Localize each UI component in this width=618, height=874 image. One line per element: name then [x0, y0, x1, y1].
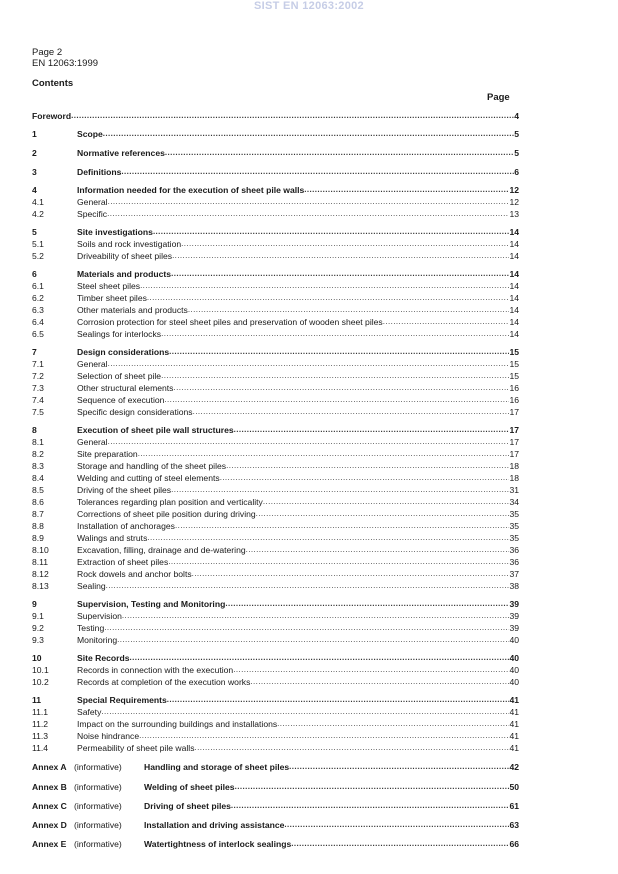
toc-entry-page: 34	[509, 497, 519, 507]
toc-entry-page: 12	[509, 185, 519, 195]
toc-entry[interactable]	[32, 610, 519, 622]
dot-leader	[181, 238, 509, 250]
dot-leader	[220, 472, 510, 484]
toc-entry-number: 6.4	[32, 317, 44, 327]
toc-entry-number: 10	[32, 653, 42, 663]
annex-page: 50	[509, 782, 519, 792]
toc-entry-page: 36	[509, 545, 519, 555]
toc-entry-title: Corrections of sheet pile position during driving	[77, 509, 256, 519]
toc-entry-number: 9	[32, 599, 37, 609]
toc-entry-number: 8.9	[32, 533, 44, 543]
toc-entry-page: 41	[509, 695, 519, 705]
dot-leader	[225, 598, 509, 610]
dot-leader	[103, 128, 514, 140]
toc-entry-page: 12	[509, 197, 519, 207]
toc-entry-page: 31	[509, 485, 519, 495]
toc-entry-number: 9.1	[32, 611, 44, 621]
toc-entry-page: 17	[509, 449, 519, 459]
dot-leader	[250, 676, 509, 688]
toc-entry[interactable]	[32, 676, 519, 688]
dot-leader	[107, 208, 509, 220]
toc-entry-title: Normative references	[77, 148, 165, 158]
toc-entry[interactable]	[32, 250, 519, 262]
dot-leader	[106, 580, 510, 592]
dot-leader	[188, 304, 510, 316]
toc-entry[interactable]	[32, 694, 519, 706]
toc-entry-number: 2	[32, 148, 37, 158]
toc-entry-page: 41	[509, 707, 519, 717]
toc-entry-page: 14	[509, 305, 519, 315]
annex-label: Annex B	[32, 782, 67, 792]
toc-entry-title: Welding and cutting of steel elements	[77, 473, 220, 483]
annex-title: Driving of sheet piles	[144, 801, 231, 811]
toc-entry-page: 14	[509, 329, 519, 339]
dot-leader	[108, 436, 510, 448]
toc-entry-page: 41	[509, 731, 519, 741]
dot-leader	[169, 346, 509, 358]
dot-leader	[277, 718, 509, 730]
toc-entry-number: 5	[32, 227, 37, 237]
toc-entry[interactable]	[32, 184, 519, 196]
toc-entry-number: 8	[32, 425, 37, 435]
toc-entry-title: Driving of the sheet piles	[77, 485, 172, 495]
dot-leader	[289, 761, 509, 773]
toc-entry[interactable]	[32, 520, 519, 532]
annex-type: (informative)	[74, 839, 122, 849]
toc-entry[interactable]	[32, 196, 519, 208]
dot-leader	[147, 292, 510, 304]
toc-entry-title: Sealing	[77, 581, 106, 591]
toc-entry[interactable]	[32, 718, 519, 730]
toc-entry-number: 8.2	[32, 449, 44, 459]
dot-leader	[121, 166, 514, 178]
dot-leader	[108, 196, 510, 208]
toc-entry-number: 8.10	[32, 545, 49, 555]
dot-leader	[168, 556, 509, 568]
page-number: Page 2	[32, 47, 63, 58]
toc-entry-number: 6.3	[32, 305, 44, 315]
annex-type: (informative)	[74, 820, 122, 830]
toc-entry-number: 10.2	[32, 677, 49, 687]
toc-entry[interactable]	[32, 508, 519, 520]
toc-entry-number: 7.2	[32, 371, 44, 381]
toc-entry-page: 39	[509, 599, 519, 609]
dot-leader	[122, 610, 510, 622]
annex-page: 42	[509, 762, 519, 772]
toc-entry-page: 18	[509, 473, 519, 483]
toc-entry[interactable]	[32, 304, 519, 316]
toc-entry-number: 11.2	[32, 719, 49, 729]
toc-entry-page: 18	[509, 461, 519, 471]
toc-entry-page: 40	[509, 653, 519, 663]
toc-entry-title: Timber sheet piles	[77, 293, 147, 303]
toc-entry-page: 35	[509, 509, 519, 519]
toc-entry-page: 5	[514, 129, 519, 139]
toc-annex-entry[interactable]	[32, 819, 519, 831]
toc-entry[interactable]	[32, 292, 519, 304]
dot-leader	[108, 358, 510, 370]
annex-label: Annex A	[32, 762, 67, 772]
toc-entry[interactable]	[32, 394, 519, 406]
toc-entry-title: Other materials and products	[77, 305, 188, 315]
toc-entry-number: 11.4	[32, 743, 49, 753]
toc-entry-number: 7.3	[32, 383, 44, 393]
toc-entry-page: 17	[509, 425, 519, 435]
toc-entry-number: 7.5	[32, 407, 44, 417]
toc-entry-page: 16	[509, 383, 519, 393]
toc-entry-title: Steel sheet piles	[77, 281, 141, 291]
toc-entry-number: 4	[32, 185, 37, 195]
dot-leader	[233, 664, 509, 676]
toc-entry-page: 14	[509, 227, 519, 237]
dot-leader	[195, 742, 510, 754]
dot-leader	[256, 508, 510, 520]
annex-title: Welding of sheet piles	[144, 782, 235, 792]
toc-entry-page: 41	[509, 719, 519, 729]
watermark: SIST EN 12063:2002	[254, 0, 364, 12]
annex-label: Annex C	[32, 801, 67, 811]
toc-entry-number: 8.1	[32, 437, 44, 447]
annex-page: 63	[509, 820, 519, 830]
dot-leader	[139, 730, 509, 742]
toc-entry-page: 17	[509, 407, 519, 417]
toc-entry[interactable]	[32, 568, 519, 580]
dot-leader	[234, 424, 510, 436]
toc-entry-number: 11	[32, 695, 42, 705]
toc-entry[interactable]	[32, 484, 519, 496]
toc-entry-title: Information needed for the execution of sheet pile walls	[77, 185, 305, 195]
dot-leader	[167, 694, 510, 706]
toc-entry-title: Soils and rock investigation	[77, 239, 182, 249]
dot-leader	[71, 110, 514, 122]
toc-entry[interactable]	[32, 268, 519, 280]
dot-leader	[192, 568, 510, 580]
toc-entry[interactable]	[32, 328, 519, 340]
toc-entry[interactable]	[32, 496, 519, 508]
toc-entry-number: 9.3	[32, 635, 44, 645]
toc-entry[interactable]	[32, 742, 519, 754]
dot-leader	[117, 634, 509, 646]
toc-entry-number: 3	[32, 167, 37, 177]
toc-entry-page: 15	[509, 359, 519, 369]
toc-entry-title: Safety	[77, 707, 102, 717]
toc-entry-page: 16	[509, 395, 519, 405]
toc-entry-number: 8.4	[32, 473, 44, 483]
toc-entry-number: 6	[32, 269, 37, 279]
toc-entry-title: Selection of sheet pile	[77, 371, 162, 381]
toc-entry[interactable]	[32, 346, 519, 358]
toc-entry-title: Driveability of sheet piles	[77, 251, 173, 261]
toc-entry[interactable]	[32, 280, 519, 292]
toc-entry-page: 14	[509, 317, 519, 327]
dot-leader	[263, 496, 510, 508]
toc-entry[interactable]	[32, 730, 519, 742]
toc-entry-title: Sealings for interlocks	[77, 329, 162, 339]
toc-entry[interactable]	[32, 382, 519, 394]
toc-entry-title: Storage and handling of the sheet piles	[77, 461, 227, 471]
toc-entry-title: Materials and products	[77, 269, 172, 279]
toc-entry[interactable]	[32, 664, 519, 676]
toc-entry-title: Tolerances regarding plan position and verticality	[77, 497, 263, 507]
toc-entry-page: 37	[509, 569, 519, 579]
toc-entry[interactable]	[32, 460, 519, 472]
dot-leader	[165, 147, 514, 159]
toc-entry-title: Design considerations	[77, 347, 170, 357]
dot-leader	[171, 268, 509, 280]
toc-entry-number: 7.1	[32, 359, 44, 369]
toc-entry-title: Definitions	[77, 167, 122, 177]
toc-entry[interactable]	[32, 358, 519, 370]
toc-entry-number: 6.5	[32, 329, 44, 339]
toc-entry-page: 40	[509, 635, 519, 645]
toc-entry-number: 8.13	[32, 581, 49, 591]
toc-entry[interactable]	[32, 166, 519, 178]
toc-entry-page: 17	[509, 437, 519, 447]
toc-annex-entry[interactable]	[32, 838, 519, 850]
toc-entry-number: 11.3	[32, 731, 49, 741]
toc-entry[interactable]	[32, 556, 519, 568]
toc-entry-title: Corrosion protection for steel sheet piles and preservation of wooden sheet piles	[77, 317, 383, 327]
toc-entry[interactable]	[32, 544, 519, 556]
toc-entry[interactable]	[32, 208, 519, 220]
toc-entry-page: 6	[514, 167, 519, 177]
dot-leader	[284, 819, 509, 831]
toc-entry[interactable]	[32, 110, 519, 122]
toc-entry-page: 39	[509, 623, 519, 633]
toc-entry-title: Records at completion of the execution works	[77, 677, 251, 687]
toc-entry-number: 6.2	[32, 293, 44, 303]
toc-entry[interactable]	[32, 238, 519, 250]
toc-entry-title: Testing	[77, 623, 105, 633]
toc-entry-page: 39	[509, 611, 519, 621]
toc-entry[interactable]	[32, 532, 519, 544]
annex-type: (informative)	[74, 801, 122, 811]
toc-entry-title: Site Records	[77, 653, 130, 663]
toc-entry-number: 11.1	[32, 707, 49, 717]
toc-entry[interactable]	[32, 706, 519, 718]
toc-entry[interactable]	[32, 622, 519, 634]
annex-label: Annex E	[32, 839, 67, 849]
toc-entry-number: 9.2	[32, 623, 44, 633]
dot-leader	[138, 448, 510, 460]
toc-entry[interactable]	[32, 472, 519, 484]
toc-entry-title: Site investigations	[77, 227, 153, 237]
toc-entry-title: Impact on the surrounding buildings and installations	[77, 719, 278, 729]
toc-entry-title: Permeability of sheet pile walls	[77, 743, 195, 753]
toc-entry-page: 14	[509, 281, 519, 291]
toc-entry-title: Site preparation	[77, 449, 138, 459]
toc-entry-number: 4.2	[32, 209, 44, 219]
toc-entry[interactable]	[32, 634, 519, 646]
toc-entry-title: General	[77, 197, 108, 207]
toc-entry-title: General	[77, 437, 108, 447]
toc-entry[interactable]	[32, 370, 519, 382]
toc-entry-number: 7	[32, 347, 37, 357]
toc-entry[interactable]	[32, 436, 519, 448]
dot-leader	[231, 800, 510, 812]
toc-entry-title: Sequence of execution	[77, 395, 165, 405]
toc-entry-page: 14	[509, 269, 519, 279]
toc-entry-title: Supervision, Testing and Monitoring	[77, 599, 226, 609]
dot-leader	[153, 226, 510, 238]
toc-entry[interactable]	[32, 406, 519, 418]
toc-entry[interactable]	[32, 147, 519, 159]
toc-entry-page: 13	[509, 209, 519, 219]
toc-entry[interactable]	[32, 226, 519, 238]
dot-leader	[140, 280, 509, 292]
toc-entry-page: 35	[509, 521, 519, 531]
dot-leader	[101, 706, 509, 718]
toc-annex-entry[interactable]	[32, 781, 519, 793]
toc-entry[interactable]	[32, 448, 519, 460]
dot-leader	[161, 370, 509, 382]
toc-entry-number: 8.7	[32, 509, 44, 519]
toc-entry-title: Foreword	[32, 111, 72, 121]
toc-entry-title: Scope	[77, 129, 103, 139]
toc-entry-title: Monitoring	[77, 635, 118, 645]
annex-label: Annex D	[32, 820, 67, 830]
toc-entry-number: 8.5	[32, 485, 44, 495]
dot-leader	[147, 532, 509, 544]
toc-entry-page: 15	[509, 371, 519, 381]
toc-entry-page: 5	[514, 148, 519, 158]
dot-leader	[193, 406, 510, 418]
dot-leader	[161, 328, 509, 340]
dot-leader	[172, 250, 509, 262]
toc-entry-page: 38	[509, 581, 519, 591]
dot-leader	[175, 520, 509, 532]
toc-entry-title: Extraction of sheet piles	[77, 557, 169, 567]
toc-entry-page: 14	[509, 251, 519, 261]
toc-entry-number: 4.1	[32, 197, 44, 207]
toc-annex-entry[interactable]	[32, 761, 519, 773]
toc-entry[interactable]	[32, 580, 519, 592]
dot-leader	[130, 652, 510, 664]
toc-entry-page: 14	[509, 239, 519, 249]
annex-title: Installation and driving assistance	[144, 820, 285, 830]
standard-number: EN 12063:1999	[32, 58, 99, 69]
toc-entry-number: 8.6	[32, 497, 44, 507]
toc-entry-page: 40	[509, 677, 519, 687]
dot-leader	[104, 622, 509, 634]
annex-page: 66	[509, 839, 519, 849]
toc-entry-page: 15	[509, 347, 519, 357]
toc-entry-number: 10.1	[32, 665, 49, 675]
toc-entry-title: Records in connection with the execution	[77, 665, 234, 675]
annex-type: (informative)	[74, 762, 122, 772]
toc-entry[interactable]	[32, 652, 519, 664]
toc-entry[interactable]	[32, 598, 519, 610]
toc-entry-title: Excavation, filling, drainage and de-watering	[77, 545, 246, 555]
annex-page: 61	[509, 801, 519, 811]
toc-entry-number: 5.1	[32, 239, 44, 249]
dot-leader	[246, 544, 510, 556]
dot-leader	[171, 484, 509, 496]
toc-entry-number: 8.12	[32, 569, 49, 579]
toc-entry-number: 8.8	[32, 521, 44, 531]
page-column-label: Page	[487, 92, 510, 103]
toc-entry-title: Rock dowels and anchor bolts	[77, 569, 192, 579]
toc-entry-title: Installation of anchorages	[77, 521, 175, 531]
toc-entry-number: 6.1	[32, 281, 44, 291]
toc-entry-page: 4	[514, 111, 519, 121]
toc-entry-number: 8.11	[32, 557, 49, 567]
toc-entry-page: 41	[509, 743, 519, 753]
toc-entry-title: Special Requirements	[77, 695, 167, 705]
annex-title: Watertightness of interlock sealings	[144, 839, 292, 849]
toc-entry-page: 40	[509, 665, 519, 675]
toc-entry-title: Specific	[77, 209, 108, 219]
toc-entry-page: 36	[509, 557, 519, 567]
contents-heading: Contents	[32, 78, 74, 89]
dot-leader	[383, 316, 510, 328]
toc-annex-entry[interactable]	[32, 800, 519, 812]
dot-leader	[164, 394, 509, 406]
dot-leader	[226, 460, 509, 472]
toc-entry-page: 35	[509, 533, 519, 543]
toc-entry-page: 14	[509, 293, 519, 303]
toc-entry-title: Walings and struts	[77, 533, 148, 543]
toc-entry-number: 8.3	[32, 461, 44, 471]
toc-entry-title: Execution of sheet pile wall structures	[77, 425, 234, 435]
dot-leader	[173, 382, 509, 394]
toc-entry-title: General	[77, 359, 108, 369]
annex-type: (informative)	[74, 782, 122, 792]
toc-entry[interactable]	[32, 128, 519, 140]
toc-entry-title: Specific design considerations	[77, 407, 193, 417]
toc-entry[interactable]	[32, 316, 519, 328]
dot-leader	[235, 781, 510, 793]
toc-entry-title: Other structural elements	[77, 383, 174, 393]
toc-entry-number: 1	[32, 129, 37, 139]
annex-title: Handling and storage of sheet piles	[144, 762, 290, 772]
toc-entry-title: Noise hindrance	[77, 731, 140, 741]
toc-entry-number: 5.2	[32, 251, 44, 261]
dot-leader	[291, 838, 509, 850]
toc-entry-title: Supervision	[77, 611, 122, 621]
toc-entry-number: 7.4	[32, 395, 44, 405]
toc-entry[interactable]	[32, 424, 519, 436]
dot-leader	[304, 184, 509, 196]
